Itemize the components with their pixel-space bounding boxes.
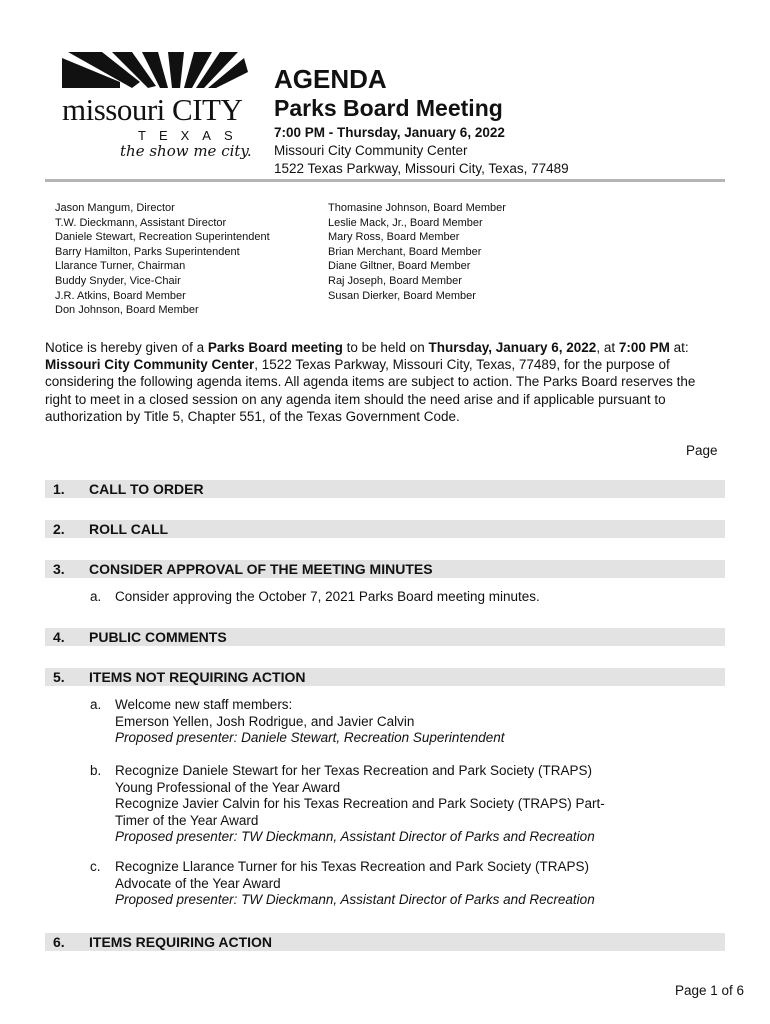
agenda-section-bar (45, 560, 725, 578)
logo-city-name: missouri CITY (62, 92, 243, 127)
item-letter: b. (90, 763, 102, 778)
member-name: Diane Giltner, Board Member (328, 260, 471, 273)
section-title: PUBLIC COMMENTS (89, 629, 227, 645)
item-text: Timer of the Year Award (115, 812, 259, 828)
notice-bold: Thursday, January 6, 2022 (428, 340, 597, 355)
section-number: 4. (53, 629, 65, 645)
page-indicator: Page 1 of 6 (674, 983, 744, 998)
member-name: Buddy Snyder, Vice-Chair (55, 274, 181, 287)
member-name: Mary Ross, Board Member (328, 231, 460, 244)
section-number: 3. (53, 561, 65, 577)
logo-state: TEXAS (138, 128, 246, 143)
item-text: Consider approving the October 7, 2021 Parks Board meeting minutes. (115, 589, 540, 604)
section-title: ITEMS NOT REQUIRING ACTION (89, 669, 306, 685)
section-number: 6. (53, 934, 65, 950)
section-title: CONSIDER APPROVAL OF THE MEETING MINUTES (89, 561, 433, 577)
item-presenter: Proposed presenter: Daniele Stewart, Recreation Superintendent (115, 730, 505, 746)
section-title: ROLL CALL (89, 521, 169, 537)
item-text: Advocate of the Year Award (115, 875, 281, 891)
meeting-venue: Missouri City Community Center (274, 143, 468, 158)
notice-bold: Parks Board meeting (207, 340, 343, 355)
meeting-title: Parks Board Meeting (274, 95, 503, 121)
member-name: Jason Mangum, Director (55, 202, 175, 214)
section-number: 1. (53, 481, 65, 497)
notice-text: , 1522 Texas Parkway, Missouri City, Texas, 77489, for the purpose of considering the following agenda items. All agenda items are subject to action. The Parks Board reserves the right to meet in a closed session on any agenda item should the need arise and if applicable pursuant to authorization by Title 5, Chapter 551, of the Texas Government Code. (45, 357, 696, 424)
agenda-section-bar (45, 628, 725, 646)
notice-text: , at (596, 340, 619, 355)
member-name: J.R. Atkins, Board Member (55, 289, 186, 302)
member-name: Don Johnson, Board Member (55, 304, 199, 317)
agenda-section-bar (45, 520, 725, 538)
member-name: Thomasine Johnson, Board Member (328, 202, 506, 214)
meeting-time-date: 7:00 PM - Thursday, January 6, 2022 (274, 125, 505, 140)
item-text: Young Professional of the Year Award (115, 779, 341, 795)
member-name: Leslie Mack, Jr., Board Member (328, 216, 483, 229)
member-name: T.W. Dieckmann, Assistant Director (55, 216, 227, 229)
item-letter: a. (90, 589, 102, 604)
item-text: Welcome new staff members: (115, 697, 293, 712)
item-letter: c. (90, 859, 101, 874)
notice-bold: 7:00 PM (618, 340, 670, 355)
section-title: CALL TO ORDER (89, 481, 204, 497)
sunburst-icon (60, 52, 250, 92)
member-name: Brian Merchant, Board Member (328, 245, 482, 258)
item-text: Emerson Yellen, Josh Rodrigue, and Javier Calvin (115, 713, 415, 729)
agenda-title: AGENDA (274, 64, 387, 94)
section-number: 2. (53, 521, 65, 537)
notice-text: at: (669, 340, 689, 355)
agenda-section-bar (45, 480, 725, 498)
meeting-notice (45, 339, 725, 425)
header-divider (45, 179, 725, 182)
member-name: Barry Hamilton, Parks Superintendent (55, 245, 240, 258)
item-text: Recognize Javier Calvin for his Texas Recreation and Park Society (TRAPS) Part- (115, 796, 605, 812)
meeting-address: 1522 Texas Parkway, Missouri City, Texas, 77489 (274, 161, 569, 176)
city-logo (60, 52, 250, 172)
notice-text: Notice is hereby given of a (45, 340, 208, 355)
section-number: 5. (53, 669, 65, 685)
member-name: Raj Joseph, Board Member (328, 274, 462, 287)
notice-text: to be held on (342, 340, 429, 355)
member-name: Llarance Turner, Chairman (55, 260, 186, 273)
item-letter: a. (90, 697, 102, 712)
page-column-label: Page (686, 443, 718, 458)
item-presenter: Proposed presenter: TW Dieckmann, Assistant Director of Parks and Recreation (115, 829, 595, 845)
item-text: Recognize Llarance Turner for his Texas Recreation and Park Society (TRAPS) (115, 859, 589, 874)
members-list-right (328, 201, 506, 303)
section-title: ITEMS REQUIRING ACTION (89, 934, 273, 950)
member-name: Daniele Stewart, Recreation Superintendent (55, 231, 270, 244)
item-text: Recognize Daniele Stewart for her Texas Recreation and Park Society (TRAPS) (115, 763, 592, 778)
member-name: Susan Dierker, Board Member (328, 289, 476, 302)
agenda-section-bar (45, 933, 725, 951)
item-presenter: Proposed presenter: TW Dieckmann, Assistant Director of Parks and Recreation (115, 892, 595, 908)
notice-bold: Missouri City Community Center (45, 357, 255, 373)
members-list-left (55, 201, 270, 318)
agenda-section-bar (45, 668, 725, 686)
logo-tagline: the show me city. (120, 142, 252, 160)
